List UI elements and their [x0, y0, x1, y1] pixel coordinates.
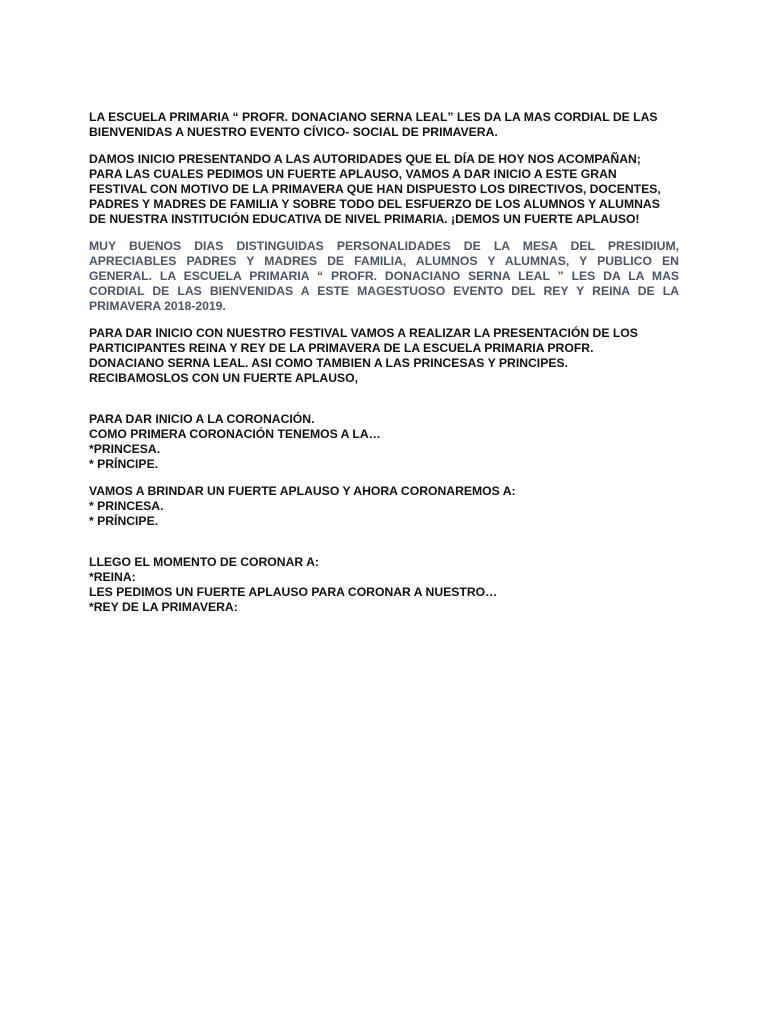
text-line: DE NUESTRA INSTITUCIÓN EDUCATIVA DE NIVEL PRIMARIA. ¡DEMOS UN FUERTE APLAUSO! — [89, 212, 640, 226]
text-line: PARA DAR INICIO A LA CORONACIÓN. — [89, 412, 315, 426]
text-line: CORDIAL DE LAS BIENVENIDAS A ESTE MAGESTUOSO EVENTO DEL REY Y REINA DE LA — [89, 284, 679, 298]
text-line: LLEGO EL MOMENTO DE CORONAR A: — [89, 555, 319, 569]
second-coronation-paragraph — [89, 484, 679, 529]
text-line: LES PEDIMOS UN FUERTE APLAUSO PARA CORONAR A NUESTRO… — [89, 585, 498, 599]
text-line: PARTICIPANTES REINA Y REY DE LA PRIMAVERA DE LA ESCUELA PRIMARIA PROFR. — [89, 341, 594, 355]
text-line: *REINA: — [89, 570, 136, 584]
text-line: APRECIABLES PADRES Y MADRES DE FAMILIA, ALUMNOS Y ALUMNAS, Y PUBLICO EN — [89, 254, 679, 268]
coronation-start-paragraph — [89, 412, 679, 472]
text-line: MUY BUENOS DIAS DISTINGUIDAS PERSONALIDADES DE LA MESA DEL PRESIDIUM, — [89, 239, 679, 253]
text-line: PARA LAS CUALES PEDIMOS UN FUERTE APLAUSO, VAMOS A DAR INICIO A ESTE GRAN — [89, 167, 617, 181]
text-line: DAMOS INICIO PRESENTANDO A LAS AUTORIDADES QUE EL DÍA DE HOY NOS ACOMPAÑAN; — [89, 152, 641, 166]
text-line: * PRÍNCIPE. — [89, 457, 159, 471]
document-page — [89, 110, 679, 615]
text-line: BIENVENIDAS A NUESTRO EVENTO CÍVICO- SOCIAL DE PRIMAVERA. — [89, 125, 498, 139]
text-line: COMO PRIMERA CORONACIÓN TENEMOS A LA… — [89, 427, 381, 441]
text-line: LA ESCUELA PRIMARIA “ PROFR. DONACIANO SERNA LEAL” LES DA LA MAS CORDIAL DE LAS — [89, 110, 658, 124]
text-line: RECIBAMOSLOS CON UN FUERTE APLAUSO, — [89, 371, 359, 385]
text-line: FESTIVAL CON MOTIVO DE LA PRIMAVERA QUE HAN DISPUESTO LOS DIRECTIVOS, DOCENTES, — [89, 182, 661, 196]
text-line: *PRINCESA. — [89, 442, 161, 456]
text-line: PRIMAVERA 2018-2019. — [89, 299, 226, 313]
participants-paragraph — [89, 326, 679, 386]
text-line: GENERAL. LA ESCUELA PRIMARIA “ PROFR. DONACIANO SERNA LEAL ” LES DA LA MAS — [89, 269, 679, 283]
greeting-paragraph — [89, 239, 679, 314]
text-line: * PRINCESA. — [89, 499, 164, 513]
text-line: * PRÍNCIPE. — [89, 514, 159, 528]
text-line: DONACIANO SERNA LEAL. ASI COMO TAMBIEN A LAS PRINCESAS Y PRINCIPES. — [89, 356, 568, 370]
text-line: VAMOS A BRINDAR UN FUERTE APLAUSO Y AHORA CORONAREMOS A: — [89, 484, 516, 498]
royal-coronation-paragraph — [89, 555, 679, 615]
text-line: PARA DAR INICIO CON NUESTRO FESTIVAL VAMOS A REALIZAR LA PRESENTACIÓN DE LOS — [89, 326, 638, 340]
authorities-paragraph — [89, 152, 679, 227]
text-line: *REY DE LA PRIMAVERA: — [89, 600, 238, 614]
text-line: PADRES Y MADRES DE FAMILIA Y SOBRE TODO DEL ESFUERZO DE LOS ALUMNOS Y ALUMNAS — [89, 197, 660, 211]
welcome-paragraph — [89, 110, 679, 140]
